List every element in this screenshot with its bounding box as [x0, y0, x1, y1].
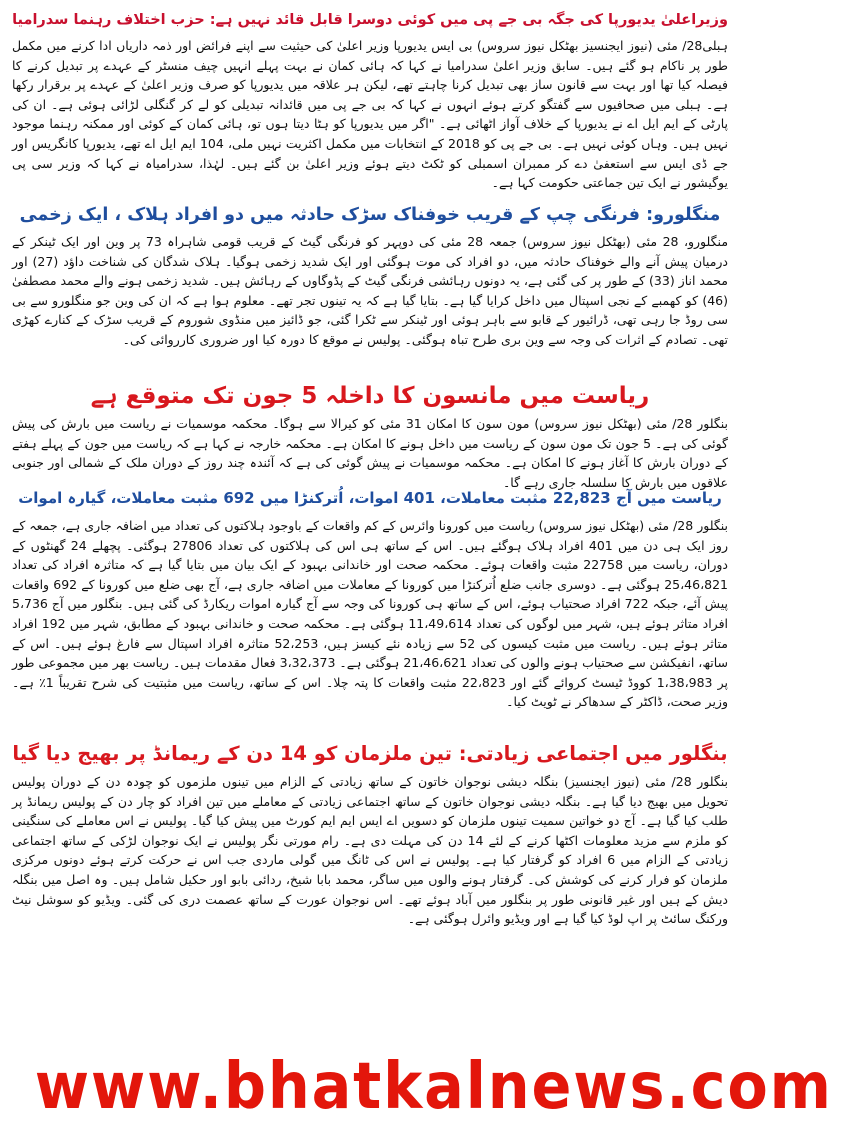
article-monsoon [12, 378, 728, 490]
article-yediyurappa [12, 4, 728, 194]
headline-remand: بنگلور میں اجتماعی زیادتی: تین ملزمان کو 14 دن کے ریمانڈ پر بھیج دیا گیا [12, 742, 728, 765]
article-body-remand: بنگلور 28/ مئی (نیوز ایجنسیز) بنگلہ دیشی نوجوان خاتون کے ساتھ زیادتی کے الزام میں تینوں ملزموں کو چودہ دن کے دوران پولیس تحویل میں بھیج دیا گیا ہے۔ بنگلہ دیشی نوجوان خاتون کے ساتھ اجتماعی زیادتی کے معاملے میں تین افراد کو چار دن کے پولیس ریمانڈ پر طلب کیا گیا ہے۔ آج دو خواتین سمیت تینوں ملزمان کو دسویں اے ایس ایم ایم کورٹ میں پیش کیا گیا۔ پولیس نے اس معاملے کی سنگینی کو ملزم سے مزید معلومات اکٹھا کرنے کے لئے 14 دن کی مہلت دی ہے۔ رام مورتی نگر پولیس نے ایک نوجوان لڑکی کے ساتھ اجتماعی زیادتی کے الزام میں 6 افراد کو گرفتار کیا ہے۔ پولیس نے اس کی ٹانگ میں گولی ماردی جب اس نے حرکت کرتے ہوئے دونوں مرکزی ملزمان کو فرار کرنے کی کوشش کی۔ گرفتار ہونے والوں میں ساگر، محمد بابا شیخ، ردائی بابو اور حکیل شامل ہیں۔ وہ اصل میں بنگلہ دیش کے ہیں اور غیر قانونی طور پر بنگلور میں آباد ہوئے تھے۔ اس نوجوان عورت کے ساتھ عصمت دری کی گئی۔ ویڈیو کو سوشل نیٹ ورکنگ سائٹ پر اپ لوڈ کیا گیا ہے اور ویڈیو وائرل ہوگئی ہے۔ [12, 774, 728, 927]
headline-road-accident: منگلورو: فرنگی چپ کے قریب خوفناک سڑک حادثہ میں دو افراد ہلاک ، ایک زخمی [19, 205, 721, 225]
headline-yediyurappa: وزیراعلیٰ یدیورپا کی جگہ بی جے پی میں کوئی دوسرا قابل قائد نہیں ہے: حزب اختلاف رہنما سدرامیا [12, 12, 728, 28]
article-body-covid-cases: بنگلور 28/ مئی (بھٹکل نیوز سروس) ریاست میں کورونا وائرس کے کم واقعات کے باوجود ہلاکتوں کی تعداد میں اضافہ جاری ہے، جمعہ کے روز ایک ہی دن میں 401 افراد ہلاک ہوگئے ہیں۔ اس کے ساتھ ہی اس کی ہلاکتوں کی تعداد 27806 ہوگئی۔ پچھلے 24 گھنٹوں کے دوران، ریاست میں 22758 مثبت واقعات ہوئے۔ محکمہ صحت اور خاندانی بہبود کے ایک بیان میں بتایا گیا ہے کہ متاثرہ افراد کی تعداد 25،46،821 ہوگئی ہے۔ دوسری جانب ضلع اُترکنڑا میں کورونا کے معاملات میں اضافہ جاری ہے، آج بھی ضلع میں کورونا کے 692 واقعات پیش آئے، جبکہ 722 افراد صحتیاب ہوئے، اس کے ساتھ ہی کورونا کی وجہ سے آج گیارہ اموات ریکارڈ کی گئی ہیں۔ بنگلور میں آج 5،736 افراد متاثر ہوئے ہیں، شہر میں لوگوں کی تعداد 11،49،614 ہوگئی ہے۔ محکمہ صحت و خاندانی بہبود کے مطابق، شہر میں 192 افراد متاثر ہوئے ہیں۔ ریاست میں مثبت کیسوں کی 52 سے زیادہ نئے کیسز ہیں، 52،253 متاثرہ افراد اسپتال سے فارغ ہوئے ہیں۔ اس کے ساتھ، انفیکشن سے صحتیاب ہونے والوں کی تعداد 21،46،621 ہوگئی ہے۔ 3،32،373 فعال مقدمات ہیں۔ ریاست بھر میں مجموعی طور پر 1،38،983 کووڈ ٹیسٹ کروائے گئے اور 22،823 مثبت واقعات کا پتہ چلا۔ اس کے ساتھ، ریاست میں مثبتیت کی شرح تقریباً 1٪ ہے۔ وزیر صحت، ڈاکٹر کے سدھاکر نے ٹویٹ کیا۔ [12, 518, 729, 710]
article-covid-cases [12, 480, 728, 730]
site-url: www.bhatkalnews.com [34, 1050, 833, 1124]
headline-monsoon: ریاست میں مانسون کا داخلہ 5 جون تک متوقع ہے [90, 383, 650, 409]
headline-covid-cases: ریاست میں آج 22,823 مثبت معاملات، 401 اموات، اُترکنڑا میں 692 مثبت معاملات، گیارہ اموات [18, 489, 722, 507]
article-body-road-accident: منگلورو، 28 مئی (بھٹکل نیوز سروس) جمعہ 28 مئی کی دوپہر کو فرنگی گیٹ کے قریب قومی شاہراہ 73 پر وین اور ایک ٹینکر کے درمیان پیش آنے والے خوفناک حادثہ میں، دو افراد کی موت ہوگئی اور ایک شدید زخمی ہوگیا۔ ہلاک شدگان کی شناخت داؤد (27) اور محمد اناز (33) کے طور پر کی گئی ہے، یہ دونوں رہائشی فرنگی گیٹ کے پڈوگاوں کے رہائش ہیں۔ شدید زخمی ہونے والے محمد مصطفیٰ (46) کو کھمبے کے نجی اسپتال میں داخل کرایا گیا ہے۔ بتایا گیا ہے کہ یہ تینوں تجر تھے۔ معلوم ہوا ہے کہ ان کی وین جو منگلورو سے بی سی روڈ جا رہی تھی، ڈرائیور کے قابو سے باہر ہوئی اور ٹینکر سے ٹکرا گئی، جو ڈائیز میں منڈوی شوروم کے قریب سڑک کے کنارے کھڑی تھی۔ تصادم کے اثرات کی وجہ سے وین بری طرح تباہ ہوگئی۔ پولیس نے موقع کا دورہ کیا اور ضروری کارروائی کی۔ [11, 234, 729, 347]
article-remand [12, 736, 728, 968]
site-footer [0, 1050, 833, 1124]
article-body-yediyurappa: ہبلی28/ مئی (نیوز ایجنسیز بھٹکل نیوز سروس) بی ایس یدیورپا وزیر اعلیٰ کی حیثیت سے اپنے فرائض اور ذمہ داریاں ادا کرنے میں مکمل طور پر ناکام ہو گئے ہیں۔ سابق وزیر اعلیٰ سدرامیا نے کہا کہ ہائی کمان نے بہت پہلے انہیں چیف منسٹر کے عہدے پر تبدیل کرنے کا فیصلہ کیا تھا اور بہت سے قانون ساز بھی تبدیل کرنا چاہتے تھے، لیکن ہر علاقہ میں یدیورپا کو صرف وزیر اعلیٰ کے عہدے پر برقرار رکھا ہے۔ ہبلی میں صحافیوں سے گفتگو کرتے ہوئے انہوں نے کہا کہ بی جے پی میں قائدانہ تبدیلی کو لے کر گنگلی لڑائی ہوئی ہے۔ ان کی پارٹی کے ایم ایل اے نے یدیورپا کے خلاف آواز اٹھائی ہے۔ "اگر میں یدیورپا کو ہٹا دیتا ہوں تو، ہائی کمان کے کوئی اور ممکنہ رہنما موجود نہیں ہیں۔ وہاں کوئی نہیں ہے۔ بی جے پی کو 2018 کے انتخابات میں مکمل اکثریت نہیں ملی، 104 ایم ایل اے تھے، یدیورپا کانگریس اور جے ڈی ایس سے استعفیٰ دے کر ممبران اسمبلی کو ٹکٹ دیتے ہوئے وزیر اعلیٰ بن گئے ہیں۔ لہٰذا، سدرامیاہ نے کہا کہ وزیر سی پی یوگیشور نے ایک تین جماعتی حکومت کہا ہے۔ [12, 38, 729, 191]
article-body-monsoon: بنگلور 28/ مئی (بھٹکل نیوز سروس) مون سون کا امکان 31 مئی کو کیرالا سے ہوگا۔ محکمہ موسمیات نے ریاست میں بارش کی پیش گوئی کی ہے۔ 5 جون تک مون سون کے ریاست میں داخل ہونے کا امکان ہے۔ محکمہ خارجہ نے کہا ہے کہ ریاست میں جون کے پہلے ہفتے کے دوران بارش کا آغاز ہونے کا امکان ہے۔ محکمہ موسمیات نے پیش گوئی کی ہے کہ آئندہ چند روز کے دوران ملک کے شمالی اور جنوبی علاقوں میں بارش کا سلسلہ جاری رہے گا۔ [12, 416, 728, 490]
article-road-accident [12, 198, 728, 368]
